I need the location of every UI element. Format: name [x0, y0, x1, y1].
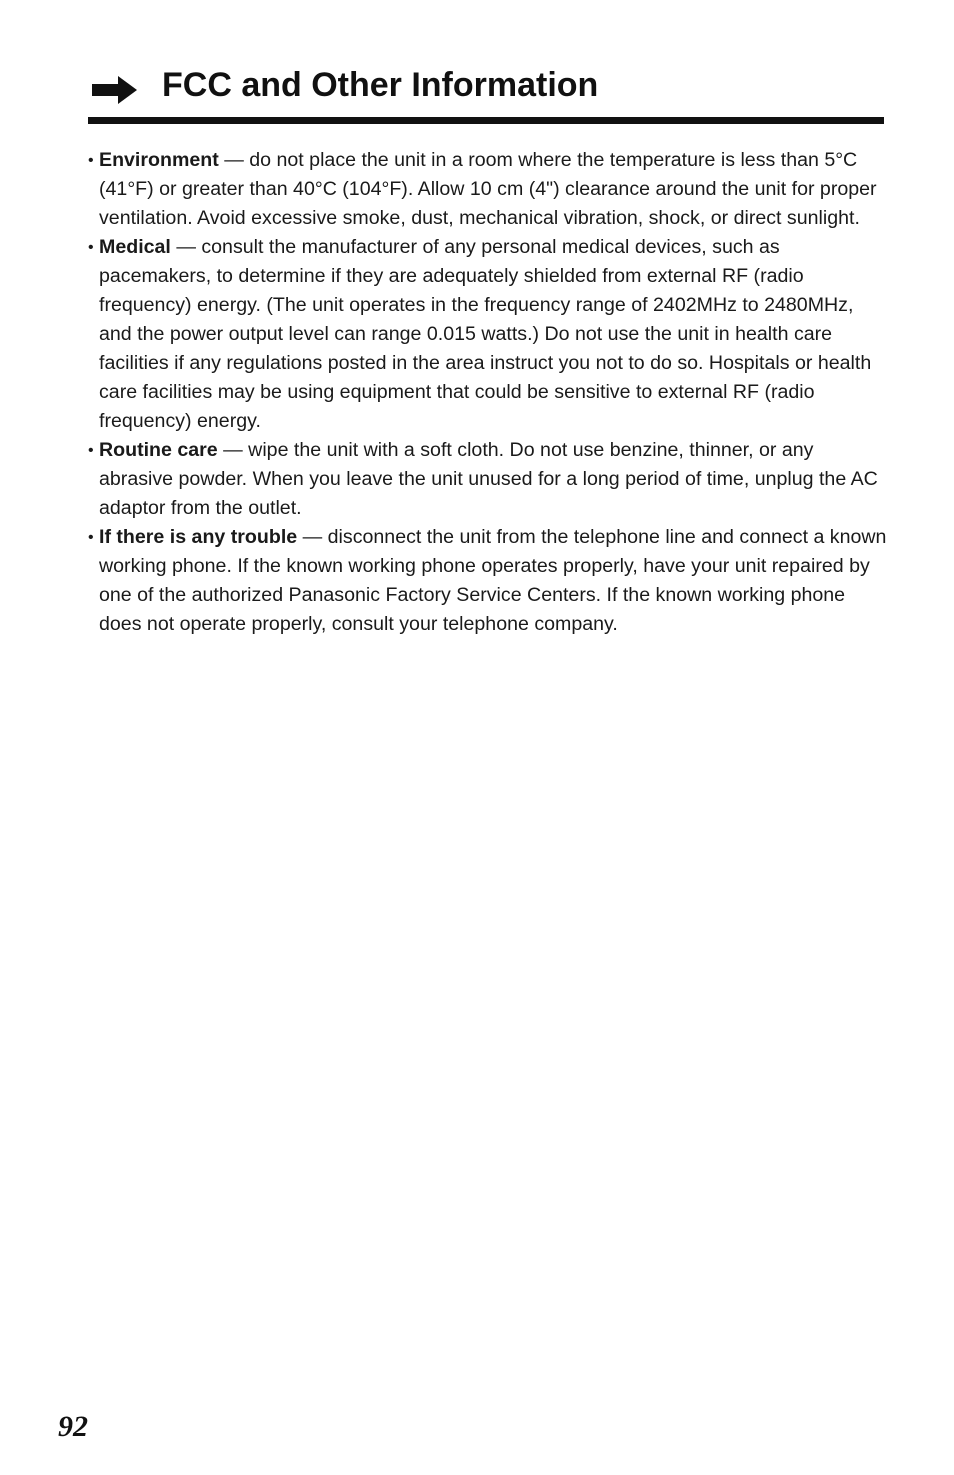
- page-header: [90, 62, 884, 110]
- item-term: Medical: [99, 236, 171, 258]
- bullet-icon: •: [88, 442, 94, 459]
- list-item-routine-care: [88, 436, 888, 523]
- info-list: [88, 146, 888, 639]
- bullet-icon: •: [88, 529, 94, 546]
- page-number: 92: [58, 1410, 88, 1443]
- list-item-medical: [88, 233, 888, 436]
- item-term: Routine care: [99, 439, 218, 461]
- list-item-trouble: [88, 523, 888, 639]
- item-text: — do not place the unit in a room where the temperature is less than 5°C (41°F) or greater than 40°C (104°F). Allow 10 cm (4") clearance around the unit for proper ventilation. Avoid excessive smoke, dust, mechanical vibration, shock, or direct sunlight.: [99, 149, 877, 229]
- item-text: — wipe the unit with a soft cloth. Do not use benzine, thinner, or any abrasive powder. When you leave the unit unused for a long period of time, unplug the AC adaptor from the outlet.: [99, 439, 878, 519]
- item-term: If there is any trouble: [99, 526, 298, 548]
- item-term: Environment: [99, 149, 219, 171]
- bullet-icon: •: [88, 239, 94, 256]
- arrow-right-icon: [90, 74, 138, 106]
- item-text: — disconnect the unit from the telephone line and connect a known working phone. If the known working phone operates properly, have your unit repaired by one of the authorized Panasonic Factory Service Centers. If the known working phone does not operate properly, consult your telephone company.: [99, 526, 887, 635]
- page-title: FCC and Other Information: [162, 66, 599, 104]
- item-text: — consult the manufacturer of any personal medical devices, such as pacemakers, to determine if they are adequately shielded from external RF (radio frequency) energy. (The unit operates in the frequency range of 2402MHz to 2480MHz, and the power output level can range 0.015 watts.) Do not use the unit in health care facilities if any regulations posted in the area instruct you not to do so. Hospitals or health care facilities may be using equipment that could be sensitive to external RF (radio frequency) energy.: [99, 236, 872, 432]
- title-divider: [88, 117, 884, 124]
- bullet-icon: •: [88, 152, 94, 169]
- list-item-environment: [88, 146, 888, 233]
